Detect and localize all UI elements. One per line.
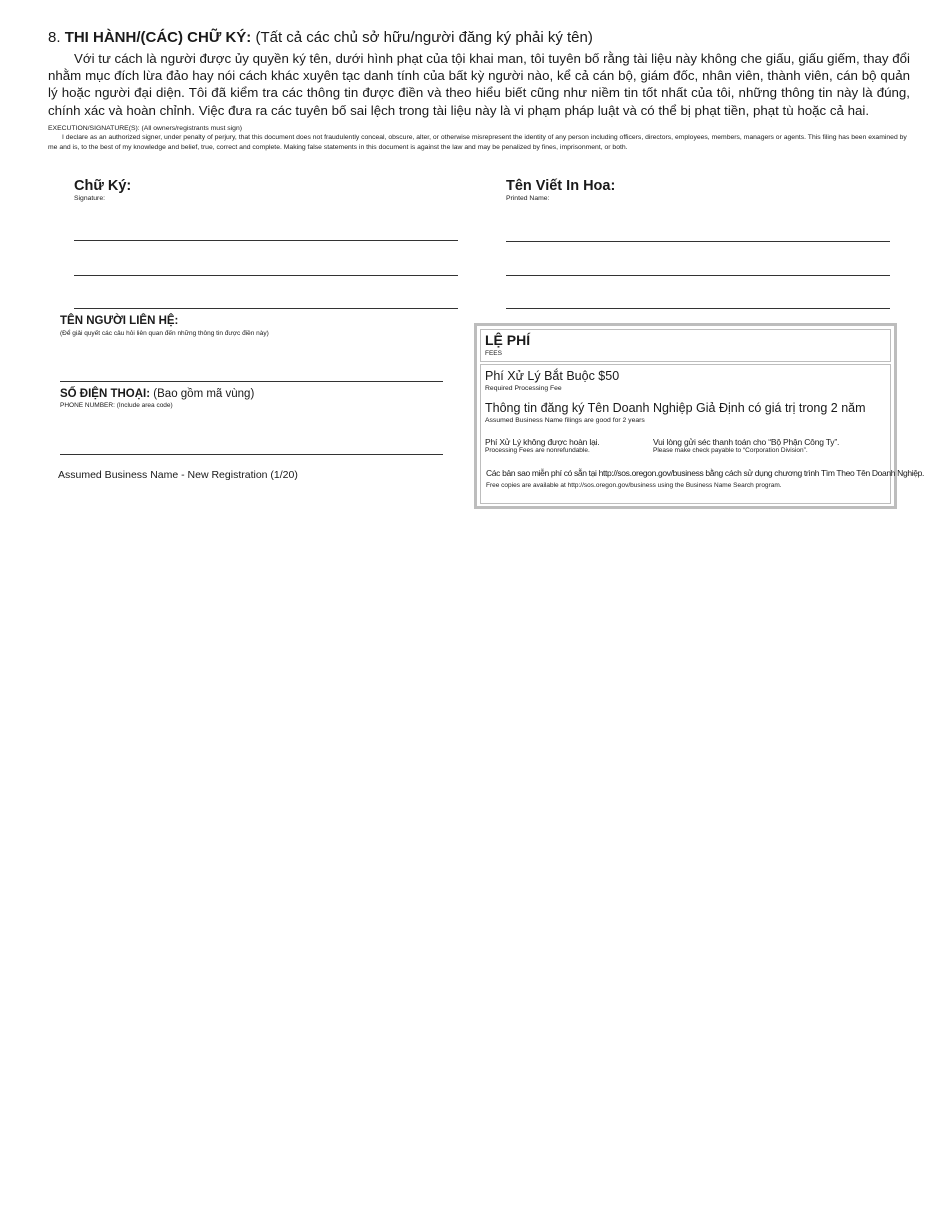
section-number: 8.: [48, 29, 61, 46]
nonrefundable-note: Phí Xử Lý không được hoàn lại.: [485, 437, 600, 447]
check-payable-note: Vui lòng gửi séc thanh toán cho “Bộ Phận Công Ty”.: [653, 437, 840, 447]
filing-validity: Thông tin đăng ký Tên Doanh Nghiệp Giả Định có giá trị trong 2 năm: [485, 401, 866, 415]
signature-line-2[interactable]: [74, 275, 458, 276]
form-footer: Assumed Business Name - New Registration (1/20): [58, 469, 298, 481]
check-payable-note-sub: Please make check payable to “Corporation Division”.: [653, 447, 808, 454]
fees-title: LỆ PHÍ: [485, 332, 531, 348]
declaration-english: I declare as an authorized signer, under penalty of perjury, that this document does not fraudulently conceal, obscure, alter, or otherwise misrepresent the identity of any person including officers, directors, employees, members, managers or agents. This filing has been examined by me and is, to the best of my knowledge and belief, true, correct and complete. Making false statements in this document is against the law and may be penalized by fines, imprisonment, or both.: [48, 134, 907, 151]
signature-label: Chữ Ký:: [74, 178, 132, 194]
fees-body: [480, 364, 925, 504]
printed-name-line-1[interactable]: [506, 241, 890, 242]
processing-fee: Phí Xử Lý Bắt Buộc $50: [485, 369, 620, 383]
fees-box: [474, 323, 925, 509]
execution-english-title: EXECUTION/SIGNATURE(S): (All owners/registrants must sign): [48, 125, 242, 132]
printed-name-line-3[interactable]: [506, 308, 890, 309]
section-subtitle: (Tất cả các chủ sở hữu/người đăng ký phải ký tên): [255, 29, 593, 46]
nonrefundable-note-sub: Processing Fees are nonrefundable.: [485, 447, 590, 454]
signature-line-1[interactable]: [74, 240, 458, 241]
phone-sublabel: PHONE NUMBER: (Include area code): [60, 402, 173, 409]
contact-name-label: TÊN NGƯỜI LIÊN HỆ:: [60, 315, 179, 327]
section-title: THI HÀNH/(CÁC) CHỮ KÝ:: [64, 29, 252, 46]
filing-validity-sub: Assumed Business Name filings are good for 2 years: [485, 417, 645, 424]
signature-line-3[interactable]: [74, 308, 458, 309]
section-heading: [48, 29, 593, 46]
phone-label: SỐ ĐIỆN THOẠI: (Bao gồm mã vùng): [60, 388, 255, 400]
free-copies-note: Các bản sao miễn phí có sẵn tại http://sos.oregon.gov/business bằng cách sử dụng chương trình Tìm Theo Tên Doanh Nghiệp.: [486, 468, 925, 478]
signature-sublabel: Signature:: [74, 195, 105, 202]
contact-name-sublabel: (Để giải quyết các câu hỏi liên quan đến những thông tin được điền này): [60, 330, 269, 337]
fees-header: [480, 329, 891, 362]
processing-fee-sub: Required Processing Fee: [485, 385, 562, 392]
phone-line[interactable]: [60, 454, 443, 455]
printed-name-sublabel: Printed Name:: [506, 195, 550, 202]
printed-name-label: Tên Viết In Hoa:: [506, 178, 616, 194]
free-copies-note-sub: Free copies are available at http://sos.oregon.gov/business using the Business Name Search program.: [486, 482, 782, 489]
printed-name-line-2[interactable]: [506, 275, 890, 276]
declaration-vietnamese: Với tư cách là người được ủy quyền ký tên, dưới hình phạt của tội khai man, tôi tuyên bố rằng tài liệu này không che giấu, giấu giếm, thay đổi nhằm mục đích lừa đảo hay nói cách khác xuyên tạc danh tính của bất kỳ người nào, kể cả cán bộ, giám đốc, nhân viên, thành viên, cán bộ quản lý hoặc người đại diện. Tôi đã kiểm tra các thông tin được điền và theo hiểu biết cũng như niềm tin tốt nhất của tôi, những thông tin này là đúng, chính xác và hoàn chỉnh. Việc đưa ra các tuyên bố sai lệch trong tài liệu này là vi phạm pháp luật và có thể bị phạt tiền, phạt tù hoặc cả hai.: [48, 51, 910, 118]
contact-name-line[interactable]: [60, 381, 443, 382]
fees-title-sub: FEES: [485, 350, 502, 357]
